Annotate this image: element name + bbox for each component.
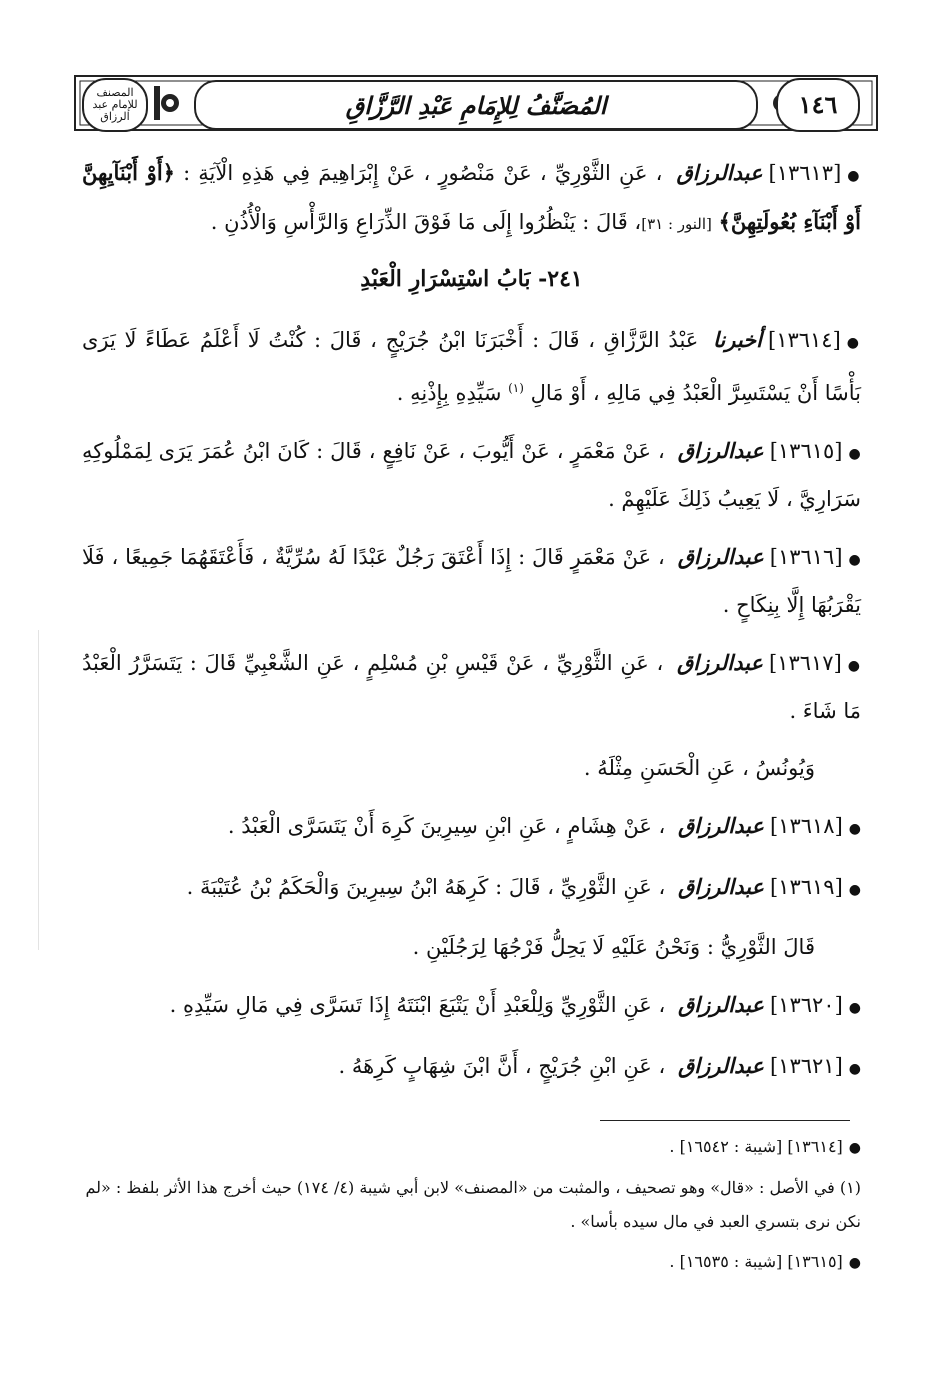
bullet-icon: ● (848, 1255, 861, 1271)
narrator: عبدالرزاق (677, 813, 764, 838)
running-title: المُصَنَّفُ لِلإِمَامِ عَبْدِ الرَّزَّاقِ (194, 80, 758, 130)
continuation-line: وَيُونُسُ ، عَنِ الْحَسَنِ مِثْلَهُ . (583, 756, 815, 780)
hadith-entry (82, 534, 861, 628)
narrator: أخبرنا (713, 327, 762, 352)
footnote-source (82, 1130, 861, 1165)
hadith-entry (82, 982, 861, 1031)
narrator: عبدالرزاق (676, 160, 763, 185)
hadith-text: ، عَنْ مَعْمَرٍ ، عَنْ أَيُّوبَ ، عَنْ نَافِعٍ ، قَالَ : كَانَ ابْنُ عُمَرَ يَرَى لِمَمْلُوكِهِ سَرَارِيَّ ، لَا يَعِيبُ ذَلِكَ عَلَيْهِمْ . (82, 439, 861, 511)
bullet-icon: ● (848, 882, 861, 898)
footnote-marker[interactable]: (١) (508, 381, 524, 395)
header-emblem (82, 78, 148, 132)
hadith-number: [١٣٦٢١] (769, 1054, 843, 1078)
bullet-icon: ● (848, 446, 861, 462)
continuation-line: قَالَ الثَّوْرِيُّ : وَنَحْنُ عَلَيْهِ لَا يَحِلُّ فَرْجُهَا لِرَجُلَيْنِ . (412, 935, 815, 959)
footnote-text: الأثر بلفظ : «لم نكن نرى بتسري العبد في مال سيده بأسا» . (85, 1178, 861, 1231)
bullet-icon: ● (846, 335, 861, 351)
hadith-number: [١٣٦١٧] (768, 651, 842, 675)
hadith-text: عَبْدُ الرَّزَّاقِ ، قَالَ : أَخْبَرَنَا ابْنُ جُرَيْجٍ ، قَالَ : كُنْتُ لَا أَعْلَمُ عَطَاءً لَا يَرَى بَأْسًا أَنْ يَسْتَسِرَّ الْعَبْدُ فِي مَالِهِ ، أَوْ مَالِ (82, 328, 861, 405)
bullet-icon: ● (848, 1061, 861, 1077)
hadith-number: [١٣٦١٤] (767, 328, 841, 352)
bullet-icon: ● (848, 1140, 861, 1156)
hadith-number: [١٣٦١٨] (769, 814, 843, 838)
narrator: عبدالرزاق (677, 544, 764, 569)
hadith-entry (82, 803, 861, 852)
hadith-text: ، عَنِ الثَّوْرِيِّ وَلِلْعَبْدِ أَنْ يَتْبَعَ ابْنَتَهُ إِذَا تَسَرَّى فِي مَالِ سَيِّدِهِ . (169, 993, 666, 1017)
footnote-text: [١٣٦١٥] [شيبة : ١٦٥٣٥] . (669, 1252, 843, 1271)
hadith-entry (82, 1043, 861, 1092)
bullet-icon: ● (847, 658, 861, 674)
hadith-entry (82, 428, 861, 522)
hadith-number: [١٣٦١٩] (769, 875, 843, 899)
hadith-text: سَيِّدِهِ بِإِذْنِهِ . (396, 381, 502, 405)
page-header (74, 72, 878, 134)
header-emblem-text: المصنف للإمام عبد الرزاق (92, 86, 138, 123)
footnote-source (82, 1245, 861, 1280)
page-number: ١٤٦ (776, 78, 860, 132)
hadith-entry (82, 864, 861, 913)
hadith-entry (82, 317, 861, 416)
hadith-number: [١٣٦٢٠] (769, 993, 843, 1017)
hadith-text: ، عَنِ ابْنِ جُرَيْجٍ ، أَنَّ ابْنَ شِهَابٍ كَرِهَهُ . (338, 1054, 666, 1078)
chapter-heading: ٢٤١- بَابُ اسْتِسْرَارِ الْعَبْدِ (360, 266, 583, 292)
footnote-note (82, 1171, 861, 1239)
narrator: عبدالرزاق (677, 1053, 764, 1078)
bullet-icon: ● (847, 168, 861, 184)
hadith-text: ، عَنِ الثَّوْرِيِّ ، عَنْ مَنْصُورٍ ، عَنْ إِبْرَاهِيمَ فِي هَذِهِ الْآيَةِ : (183, 161, 663, 185)
hadith-text: ، عَنْ مَعْمَرٍ قَالَ : إِذَا أَعْتَقَ رَجُلٌ عَبْدًا لَهُ سُرِّيَّةٌ ، فَأَعْتَقَهُمَا جَمِيعًا ، فَلَا يَقْرَبُهَا إِلَّا بِنِكَاحٍ . (82, 545, 861, 617)
footnote-text: (١) في الأصل : «قال» وهو تصحيف ، والمثبت من «المصنف» لابن أبي شيبة (٤/ ١٧٤) حيث أخرج هذا (196, 1178, 861, 1197)
narrator: عبدالرزاق (677, 874, 764, 899)
hadith-text: ، قَالَ : يَنْظُرُوا إِلَى مَا فَوْقَ الذِّرَاعِ وَالرَّأْسِ وَالْأُذُنِ . (210, 210, 642, 234)
main-text (82, 150, 861, 1104)
margin-shadow (38, 630, 39, 950)
hadith-number: [١٣٦١٥] (769, 439, 843, 463)
hadith-text: ، عَنْ هِشَامٍ ، عَنِ ابْنِ سِيرِينَ كَرِهَ أَنْ يَتَسَرَّى الْعَبْدُ . (227, 814, 666, 838)
footnote-text: [١٣٦١٤] [شيبة : ١٦٥٤٢] . (669, 1137, 843, 1156)
verse-citation: [النور : ٣١] (641, 215, 712, 233)
bullet-icon: ● (848, 552, 861, 568)
hadith-text: ، عَنِ الثَّوْرِيِّ ، قَالَ : كَرِهَهُ ابْنُ سِيرِينَ وَالْحَكَمُ بْنُ عُتَيْبَةَ . (186, 875, 666, 899)
footnote-separator (600, 1120, 850, 1121)
narrator: عبدالرزاق (677, 992, 764, 1017)
narrator: عبدالرزاق (676, 650, 763, 675)
hadith-number: [١٣٦١٦] (769, 545, 843, 569)
hadith-text: ، عَنِ الثَّوْرِيِّ ، عَنْ قَيْسِ بْنِ مُسْلِمٍ ، عَنِ الشَّعْبِيِّ قَالَ : يَتَسَرَّرُ الْعَبْدُ مَا شَاءَ . (82, 651, 861, 723)
narrator: عبدالرزاق (677, 438, 764, 463)
hadith-entry (82, 640, 861, 734)
hadith-number: [١٣٦١٣] (768, 161, 842, 185)
quran-verse: ﴿أَوْ أَبْنَآيِهِنَّ أَوْ أَبْنَآءِ بُعُولَتِهِنَّ﴾ (82, 160, 861, 234)
hadith-entry (82, 150, 861, 247)
bullet-icon: ● (848, 1000, 861, 1016)
footnotes (82, 1130, 861, 1286)
bullet-icon: ● (848, 821, 861, 837)
